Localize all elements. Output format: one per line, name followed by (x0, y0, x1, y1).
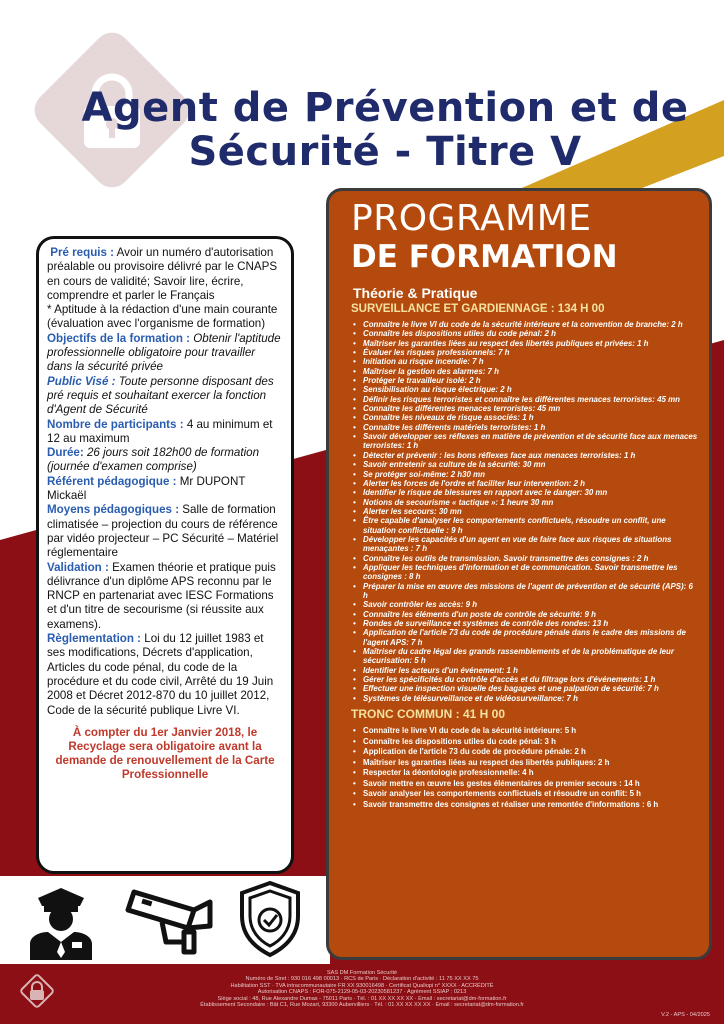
cctv-camera-icon (124, 884, 218, 956)
surveillance-item: • Application de l'article 73 du code de procédure pénale dans le cadre des missions de l'agent APS: 7 h (351, 628, 699, 647)
tronc-commun-item: • Maîtriser les garanties liées au respect des libertés publiques: 2 h (351, 758, 699, 769)
footer-line-6: Établissement Secondaire : Bât C1, Rue Mozart, 93300 Aubervilliers · Tél. : 01 XX XX XX XX · Email : secretariat@dm-formation.fr (200, 1002, 524, 1009)
tronc-commun-item: • Savoir transmettre des consignes et réaliser une remontée d'informations : 6 h (351, 800, 699, 811)
company-logo-icon (18, 972, 56, 1010)
duree-block (47, 446, 283, 475)
reglementation-text: Loi du 12 juillet 1983 et ses modifications, Décrets d'application, Articles du code pénal, du code de la procédure et du code civil, Arrêté du 19 Juin 2008 et Décret 2012-870 du 10 juillet 2012, Code de la sécurité publique Livre VI. (47, 632, 274, 717)
surveillance-item: • Protéger le travailleur isolé: 2 h (351, 376, 699, 385)
recyclage-notice: À compter du 1er Janvier 2018, le Recyclage sera obligatoire avant la demande de renouvellement de la Carte Professionnelle (55, 725, 275, 781)
validation-text: Examen théorie et pratique puis délivrance d'un diplôme APS reconnu par le RNCP en partenariat avec IESC Formations et d'un titre de secourisme (si réussite aux examens). (47, 560, 276, 631)
surveillance-item: • Rondes de surveillance et systèmes de contrôle des rondes: 13 h (351, 619, 699, 628)
objectifs-label: Objectifs de la formation : (47, 331, 191, 345)
tronc-commun-item: • Connaître le livre VI du code de la sécurité intérieure: 5 h (351, 726, 699, 737)
surveillance-item: • Connaître le livre VI du code de la sécurité intérieure et la convention de branche: 2 h (351, 320, 699, 329)
surveillance-item: • Connaître les outils de transmission. Savoir transmettre des consignes : 2 h (351, 554, 699, 563)
prereq-note: * Aptitude à la rédaction d'une main courante (évaluation avec l'organisme de formation) (47, 303, 278, 331)
surveillance-item: • Évaluer les risques professionnels: 7 h (351, 348, 699, 357)
prereq-block (47, 246, 283, 303)
participants-label: Nombre de participants : (47, 417, 184, 431)
surveillance-item: • Appliquer les techniques d'information et de communication. Savoir transmettre les consignes : 8 h (351, 563, 699, 582)
surveillance-item: • Identifier les acteurs d'un événement: 1 h (351, 666, 699, 675)
section-surveillance-title: SURVEILLANCE ET GARDIENNAGE : 134 H 00 (351, 303, 605, 315)
tronc-commun-item: • Savoir mettre en œuvre les gestes élémentaires de premier secours : 14 h (351, 779, 699, 790)
surveillance-item: • Gérer les spécificités du contrôle d'accès et du filtrage lors d'événements: 1 h (351, 675, 699, 684)
footer-line-4: Autorisation CNAPS : FOR-075-2129-05-03-20230581237 · Agrément SSIAP : 0213 (257, 989, 467, 996)
security-guard-icon (24, 882, 98, 960)
participants-block (47, 418, 283, 447)
surveillance-item: • Sensibilisation au risque électrique: 2 h (351, 385, 699, 394)
referent-block (47, 475, 283, 504)
prereq-text: Avoir un numéro d'autorisation préalable ou provisoire délivré par le CNAPS en cours de validité; Savoir lire, écrire, comprendre et parler le Français (47, 246, 278, 302)
program-subtitle: DE FORMATION (351, 239, 618, 275)
footer-line-5: Siège social : 48, Rue Alexandre Dumas - 75011 Paris · Tél. : 01 XX XX XX XX · Email : secretariat@dm-formation.fr (217, 995, 507, 1002)
referent-text: Mr DUPONT Mickaël (47, 474, 246, 503)
footer (0, 964, 724, 1024)
referent-label: Référent pédagogique : (47, 474, 177, 488)
surveillance-list (351, 320, 699, 703)
tronc-commun-item: • Connaître les dispositions utiles du code pénal: 3 h (351, 737, 699, 748)
duree-label: Durée: (47, 446, 84, 460)
surveillance-item: • Savoir entretenir sa culture de la sécurité: 30 mn (351, 460, 699, 469)
surveillance-item: • Connaître les éléments d'un poste de contrôle de sécurité: 9 h (351, 610, 699, 619)
surveillance-item: • Initiation au risque incendie: 7 h (351, 357, 699, 366)
footer-line-3: Habilitation SST · TVA intracommunautaire FR XX 930016498 · Certificat Qualiopi n° XXXX · ACCRÉDITÉ (230, 982, 494, 989)
moyens-text: Salle de formation climatisée – projection du cours de référence par vidéo projecteur – PC Sécurité – Matériel réglementaire (47, 503, 279, 560)
surveillance-item: • Systèmes de télésurveillance et de vidéosurveillance: 7 h (351, 694, 699, 703)
surveillance-item: • Alerter les forces de l'ordre et faciliter leur intervention: 2 h (351, 479, 699, 488)
objectifs-block (47, 332, 283, 375)
surveillance-item: • Détecter et prévenir : les bons réflexes face aux menaces terroristes: 1 h (351, 451, 699, 460)
surveillance-item: • Être capable d'analyser les comportements conflictuels, résoudre un conflit, une situation conflictuelle : 9 h (351, 516, 699, 535)
surveillance-item: • Savoir développer ses réflexes en matière de prévention et de sécurité face aux menaces terroristes: 1 h (351, 432, 699, 451)
shield-check-icon (238, 880, 302, 958)
validation-label: Validation : (47, 560, 109, 574)
title-line-1: Agent de Prévention et de (81, 85, 689, 131)
tronc-commun-item: • Application de l'article 73 du code de procédure pénale: 2 h (351, 747, 699, 758)
surveillance-item: • Identifier le risque de blessures en rapport avec le danger: 30 mn (351, 488, 699, 497)
surveillance-item: • Définir les risques terroristes et connaître les différentes menaces terroristes: 45 mn (351, 395, 699, 404)
duree-text: 26 jours soit 182h00 de formation (journée d'examen comprise) (47, 446, 260, 474)
surveillance-item: • Alerter les secours: 30 mn (351, 507, 699, 516)
tronc-commun-item: • Savoir analyser les comportements conflictuels et résoudre un conflit: 5 h (351, 789, 699, 800)
page-title (60, 86, 710, 174)
surveillance-item: • Notions de secourisme « tactique »: 1 heure 30 mn (351, 498, 699, 507)
objectifs-text: Obtenir l'aptitude professionnelle obligatoire pour travailler dans la sécurité privée (47, 331, 281, 374)
tronc-commun-item: • Respecter la déontologie professionnelle: 4 h (351, 768, 699, 779)
surveillance-item: • Connaître les niveaux de risque associés: 1 h (351, 413, 699, 422)
surveillance-item: • Connaître les différents matériels terroristes: 1 h (351, 423, 699, 432)
prereq-label: Pré requis : (50, 246, 115, 259)
reglementation-label: Règlementation : (47, 632, 142, 646)
tronc-commun-list (351, 726, 699, 810)
surveillance-item: • Effectuer une inspection visuelle des bagages et une palpation de sécurité: 7 h (351, 684, 699, 693)
program-panel (326, 188, 712, 960)
public-text: Toute personne disposant des pré requis et souhaitant exercer la fonction d'Agent de Sécurité (47, 374, 274, 417)
surveillance-item: • Connaître les différentes menaces terroristes: 45 mn (351, 404, 699, 413)
footer-line-1: SAS DM Formation Sécurité (326, 970, 398, 976)
surveillance-item: • Préparer la mise en œuvre des missions de l'agent de prévention et de sécurité (APS): 6 h (351, 582, 699, 601)
title-line-2: Sécurité - Titre V (188, 129, 582, 175)
surveillance-item: • Maîtriser les garanties liées au respect des libertés publiques et privées: 1 h (351, 339, 699, 348)
surveillance-item: • Connaître les dispositions utiles du code pénal: 2 h (351, 329, 699, 338)
info-panel (36, 236, 294, 874)
reglementation-block (47, 632, 283, 718)
surveillance-item: • Maîtriser du cadre légal des grands rassemblements et de la problématique de leur sécurisation: 5 h (351, 647, 699, 666)
moyens-block (47, 503, 283, 560)
program-title: PROGRAMME (351, 198, 592, 239)
surveillance-item: • Savoir contrôler les accès: 9 h (351, 600, 699, 609)
version-label: V.2 - APS - 04/2025 (661, 1011, 710, 1018)
theory-practice-label: Théorie & Pratique (353, 285, 478, 301)
surveillance-item: • Développer les capacités d'un agent en vue de faire face aux risques de situations menaçantes : 7 h (351, 535, 699, 554)
surveillance-item: • Se protéger soi-même: 2 h30 mn (351, 470, 699, 479)
validation-block (47, 561, 283, 632)
moyens-label: Moyens pédagogiques : (47, 503, 180, 517)
participants-text: 4 au minimum et 12 au maximum (47, 417, 273, 445)
surveillance-item: • Maîtriser la gestion des alarmes: 7 h (351, 367, 699, 376)
section-tronc-commun-title: TRONC COMMUN : 41 H 00 (351, 707, 506, 722)
footer-line-2: Numéro de Siret : 930 016 498 00013 · RCS de Paris · Déclaration d'activité : 11 75 XX XX 75 (245, 976, 479, 983)
public-block (47, 375, 283, 418)
public-label: Public Visé : (47, 374, 116, 388)
